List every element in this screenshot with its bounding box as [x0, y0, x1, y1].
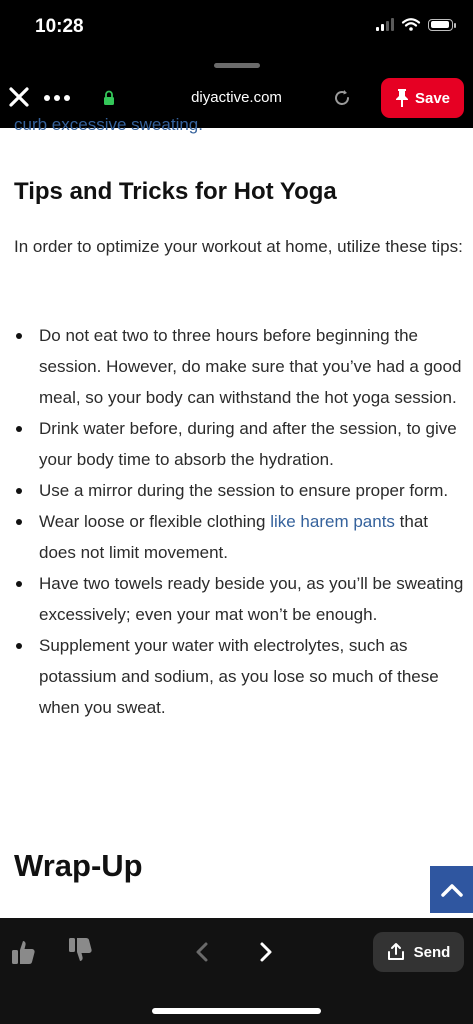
wifi-icon — [402, 18, 420, 31]
tip-text: Have two towels ready beside you, as you’ll be sweating excessively; even your mat won’t be enough. — [39, 574, 464, 624]
back-to-top-button[interactable] — [430, 866, 473, 913]
send-label: Send — [413, 943, 451, 961]
sheet-grabber[interactable] — [214, 63, 260, 68]
signal-icon — [376, 18, 394, 31]
tip-text: Drink water before, during and after the session, to give your body time to absorb the hydration. — [39, 419, 457, 469]
tips-list — [0, 320, 473, 723]
tips-heading: Tips and Tricks for Hot Yoga — [14, 178, 337, 205]
harem-pants-link[interactable]: like harem pants — [270, 512, 395, 531]
send-button[interactable] — [373, 932, 464, 972]
status-icons — [376, 18, 453, 31]
thumb-up-icon[interactable] — [9, 938, 37, 966]
url-label[interactable]: diyactive.com — [191, 89, 282, 106]
list-item — [0, 630, 473, 723]
share-icon — [387, 943, 405, 961]
top-bar — [0, 0, 473, 128]
bottom-toolbar — [0, 918, 473, 1024]
article-content — [0, 115, 473, 918]
chevron-right-icon[interactable] — [257, 941, 275, 963]
list-item — [0, 413, 473, 475]
tip-text-after: that does not limit movement. — [39, 512, 429, 562]
save-label: Save — [414, 89, 451, 107]
tip-text: Use a mirror during the session to ensure proper form. — [39, 481, 449, 500]
thumb-down-icon[interactable] — [66, 936, 94, 964]
bullet — [16, 333, 22, 339]
tip-text: Do not eat two to three hours before beginning the session. However, do make sure that you’ve had a good meal, so your body can withstand the hot yoga session. — [39, 326, 462, 407]
intro-paragraph: In order to optimize your workout at home, utilize these tips: — [14, 237, 463, 256]
bullet — [16, 643, 22, 649]
chevron-up-icon — [440, 882, 464, 898]
status-time: 10:28 — [35, 16, 84, 37]
bullet — [16, 488, 22, 494]
bullet — [16, 581, 22, 587]
bullet — [16, 519, 22, 525]
home-indicator — [152, 1008, 321, 1014]
sweating-link[interactable]: curb excessive sweating. — [14, 115, 203, 134]
list-item — [0, 506, 473, 568]
list-item — [0, 320, 473, 413]
battery-icon — [428, 19, 453, 31]
tip-text-before: Wear loose or flexible clothing — [39, 512, 271, 531]
tip-text: Supplement your water with electrolytes, such as potassium and sodium, as you lose so much of these when you sweat. — [39, 636, 439, 717]
list-item — [0, 568, 473, 630]
reload-icon[interactable] — [332, 88, 352, 108]
wrap-up-heading: Wrap-Up — [14, 848, 143, 883]
bullet — [16, 426, 22, 432]
pin-icon — [395, 88, 409, 108]
save-button[interactable] — [381, 78, 464, 118]
chevron-left-icon[interactable] — [193, 941, 211, 963]
list-item — [0, 475, 473, 506]
